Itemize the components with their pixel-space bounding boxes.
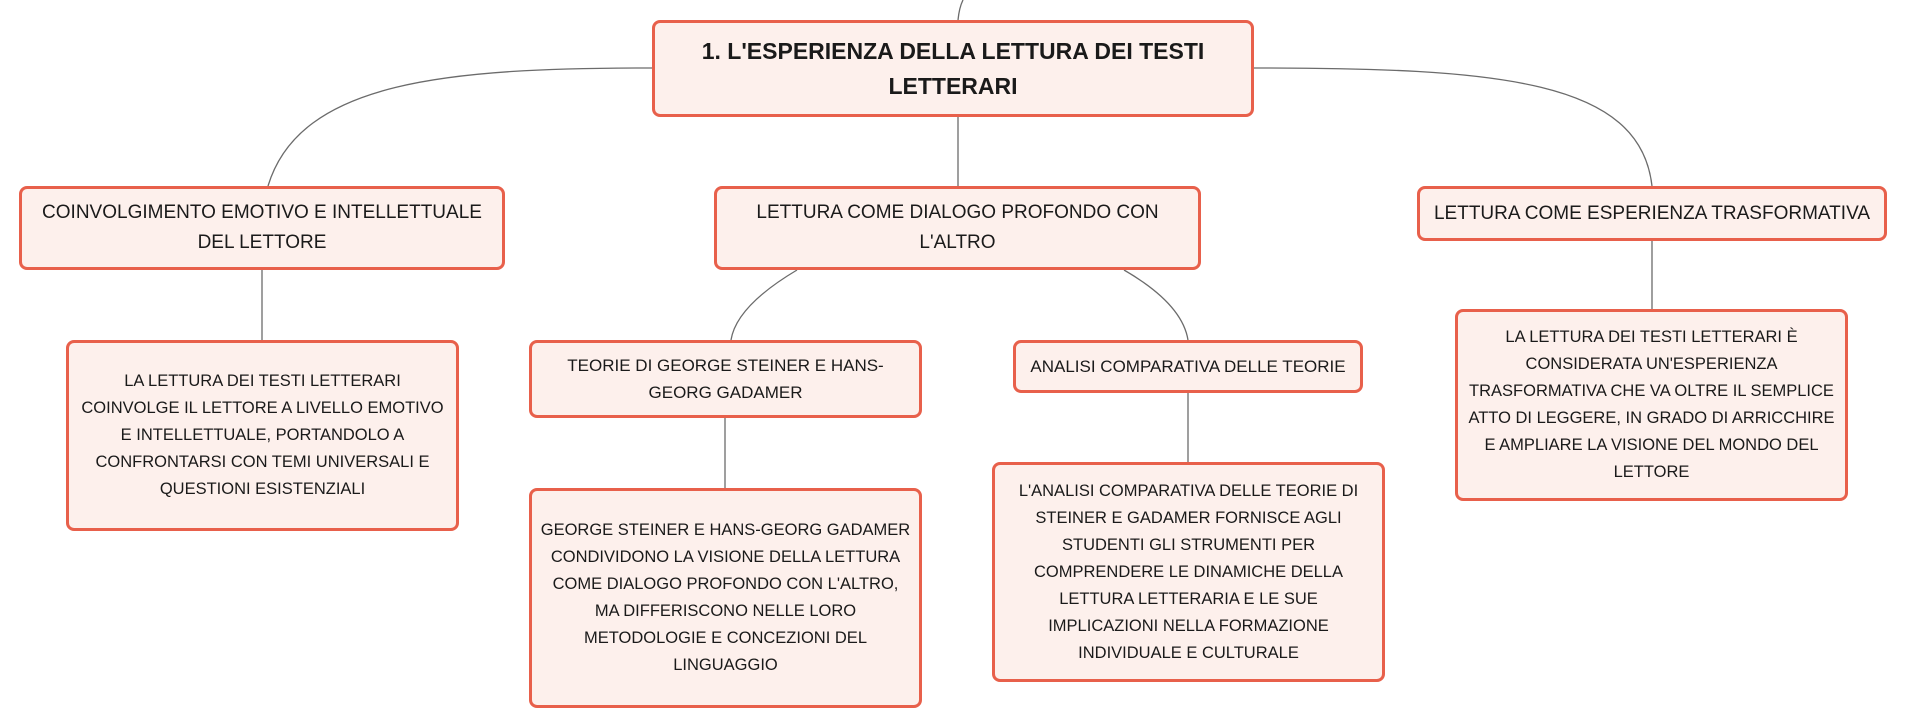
connector-dialogue-to-theories <box>731 270 797 340</box>
connector-to-parent-offscreen <box>958 0 963 20</box>
detail-text-transformative-reading: LA LETTURA DEI TESTI LETTERARI È CONSIDERATA UN'ESPERIENZA TRASFORMATIVA CHE VA OLTRE IL SEMPLICE ATTO DI LEGGERE, IN GRADO DI ARRICCHIRE E AMPLIARE LA VISIONE DEL MONDO DEL LETTORE <box>1468 328 1835 481</box>
topic-text-reading-as-dialogue: LETTURA COME DIALOGO PROFONDO CON L'ALTRO <box>756 202 1159 253</box>
root-topic-text: 1. L'ESPERIENZA DELLA LETTURA DEI TESTI LETTERARI <box>701 37 1205 99</box>
topic-text-emotional-engagement: COINVOLGIMENTO EMOTIVO E INTELLETTUALE DEL LETTORE <box>42 202 482 253</box>
subtopic-text-steiner-gadamer-theories: TEORIE DI GEORGE STEINER E HANS-GEORG GADAMER <box>567 356 884 402</box>
detail-text-steiner-gadamer-theories: GEORGE STEINER E HANS-GEORG GADAMER CONDIVIDONO LA VISIONE DELLA LETTURA COME DIALOGO PROFONDO CON L'ALTRO, MA DIFFERISCONO NELLE LORO METODOLOGIE E CONCEZIONI DEL LINGUAGGIO <box>540 521 911 674</box>
connector-dialogue-to-comparative <box>1124 270 1188 340</box>
connector-root-to-transformative <box>1254 68 1652 186</box>
subtopic-text-comparative-analysis: ANALISI COMPARATIVA DELLE TEORIE <box>1030 357 1346 376</box>
detail-text-emotional-engagement: LA LETTURA DEI TESTI LETTERARI COINVOLGE IL LETTORE A LIVELLO EMOTIVO E INTELLETTUALE, PORTANDOLO A CONFRONTARSI CON TEMI UNIVERSALI E QUESTIONI ESISTENZIALI <box>81 372 444 498</box>
topic-text-transformative-reading: LETTURA COME ESPERIENZA TRASFORMATIVA <box>1433 202 1871 224</box>
detail-node-emotional-engagement[interactable] <box>66 340 459 531</box>
topic-node-emotional-engagement[interactable] <box>19 186 505 270</box>
subtopic-node-comparative-analysis[interactable] <box>1013 340 1363 393</box>
connector-root-to-emotional <box>268 68 652 186</box>
root-topic-node[interactable] <box>652 20 1254 117</box>
detail-node-transformative-reading[interactable] <box>1455 309 1848 501</box>
detail-node-comparative-analysis[interactable] <box>992 462 1385 682</box>
topic-node-reading-as-dialogue[interactable] <box>714 186 1201 270</box>
detail-text-comparative-analysis: L'ANALISI COMPARATIVA DELLE TEORIE DI STEINER E GADAMER FORNISCE AGLI STUDENTI GLI STRUMENTI PER COMPRENDERE LE DINAMICHE DELLA LETTURA LETTERARIA E LE SUE IMPLICAZIONI NELLA FORMAZIONE INDIVIDUALE E CULTURALE <box>1018 481 1359 662</box>
detail-node-steiner-gadamer-theories[interactable] <box>529 488 922 708</box>
subtopic-node-steiner-gadamer-theories[interactable] <box>529 340 922 418</box>
topic-node-transformative-reading[interactable] <box>1417 186 1887 241</box>
